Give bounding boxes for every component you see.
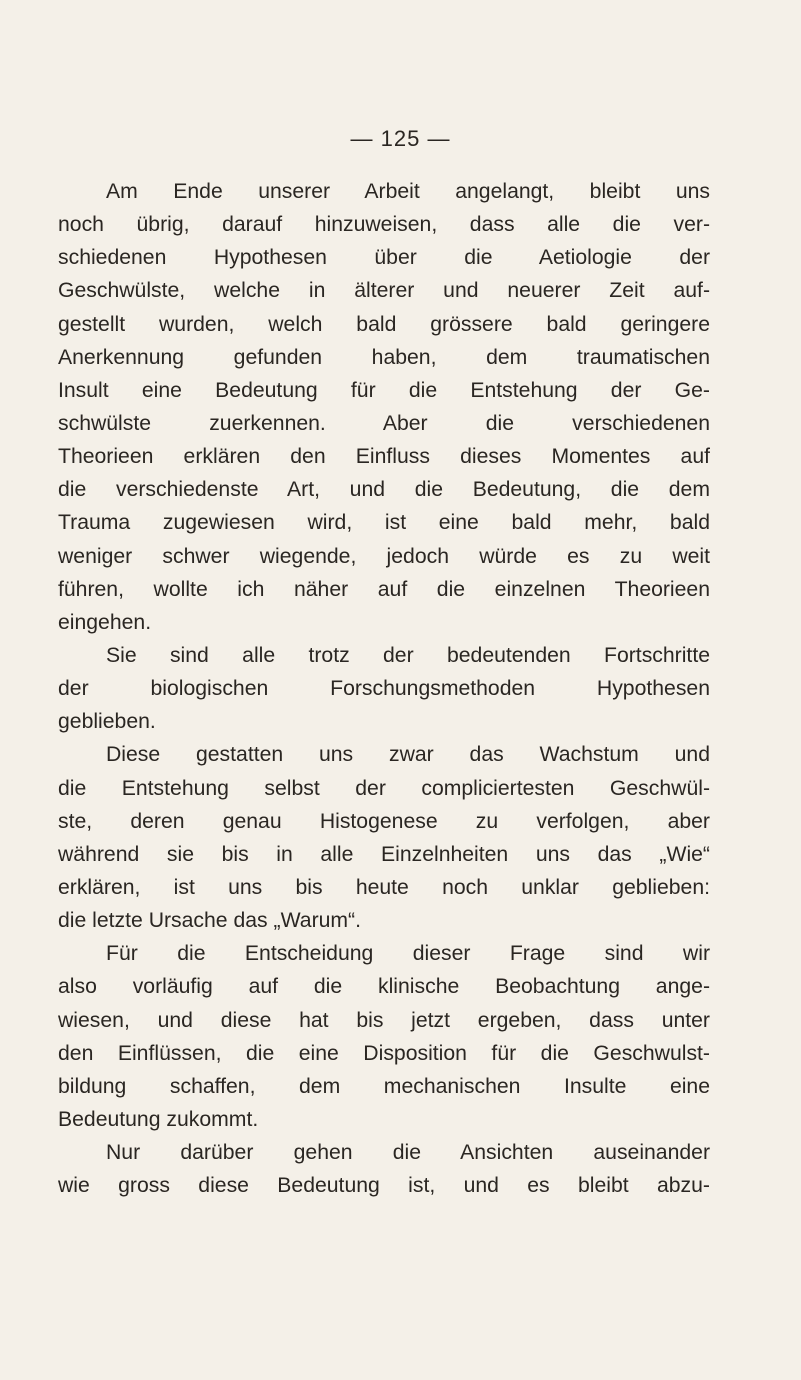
text-line: Insult eine Bedeutung für die Entstehung der Ge- bbox=[58, 378, 710, 402]
text-line: erklären, ist uns bis heute noch unklar geblieben: bbox=[58, 875, 710, 899]
text-line: Anerkennung gefunden haben, dem traumatischen bbox=[58, 345, 710, 369]
text-line: wie gross diese Bedeutung ist, und es bleibt abzu- bbox=[58, 1174, 710, 1198]
text-line: ste, deren genau Histogenese zu verfolgen, aber bbox=[58, 809, 710, 833]
text-line: Diese gestatten uns zwar das Wachstum und bbox=[106, 743, 710, 767]
text-line: Trauma zugewiesen wird, ist eine bald mehr, bald bbox=[58, 511, 710, 535]
text-line: die letzte Ursache das „Warum“. bbox=[58, 909, 361, 933]
page-number: — 125 — bbox=[350, 126, 451, 151]
text-line: Geschwülste, welche in älterer und neuerer Zeit auf- bbox=[58, 279, 710, 303]
text-line: noch übrig, darauf hinzuweisen, dass alle die ver- bbox=[58, 213, 710, 237]
text-line: weniger schwer wiegende, jedoch würde es zu weit bbox=[58, 544, 710, 568]
text-line: Sie sind alle trotz der bedeutenden Fortschritte bbox=[106, 643, 710, 667]
text-line: also vorläufig auf die klinische Beobachtung ange- bbox=[58, 975, 710, 999]
text-line: während sie bis in alle Einzelnheiten uns das „Wie“ bbox=[58, 842, 710, 866]
text-line: geblieben. bbox=[58, 710, 156, 734]
text-line: Nur darüber gehen die Ansichten auseinander bbox=[106, 1141, 710, 1165]
body-text bbox=[58, 175, 710, 1202]
text-line: führen, wollte ich näher auf die einzelnen Theorieen bbox=[58, 577, 710, 601]
text-line: den Einflüssen, die eine Disposition für die Geschwulst- bbox=[58, 1041, 710, 1065]
text-line: die Entstehung selbst der compliciertesten Geschwül- bbox=[58, 776, 710, 800]
text-line: Für die Entscheidung dieser Frage sind wir bbox=[106, 942, 710, 966]
text-line: gestellt wurden, welch bald grössere bald geringere bbox=[58, 312, 710, 336]
text-line: Am Ende unserer Arbeit angelangt, bleibt uns bbox=[106, 180, 710, 203]
text-line: Bedeutung zukommt. bbox=[58, 1107, 259, 1131]
text-line: der biologischen Forschungsmethoden Hypothesen bbox=[58, 677, 710, 701]
text-line: die verschiedenste Art, und die Bedeutung, die dem bbox=[58, 478, 710, 502]
text-line: eingehen. bbox=[58, 610, 152, 634]
text-line: schiedenen Hypothesen über die Aetiologie der bbox=[58, 246, 710, 270]
text-line: schwülste zuerkennen. Aber die verschiedenen bbox=[58, 411, 710, 435]
text-line: bildung schaffen, dem mechanischen Insulte eine bbox=[58, 1074, 710, 1098]
text-line: wiesen, und diese hat bis jetzt ergeben, dass unter bbox=[58, 1008, 710, 1032]
text-line: Theorieen erklären den Einfluss dieses Momentes auf bbox=[58, 445, 710, 469]
